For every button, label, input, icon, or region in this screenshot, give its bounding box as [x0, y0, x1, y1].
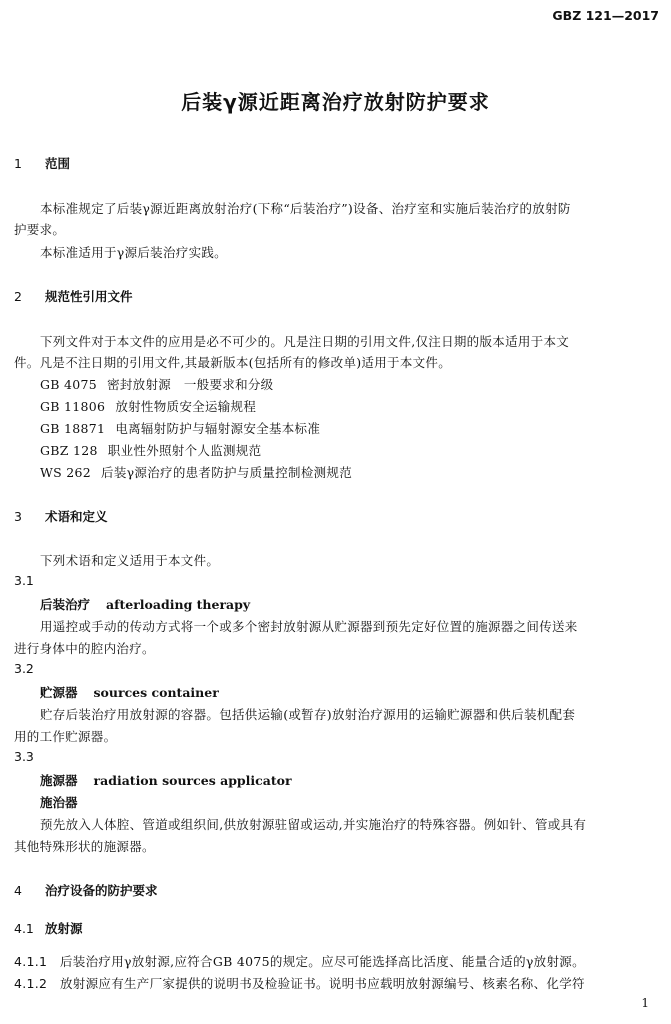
section-heading-1: [14, 154, 70, 172]
reference-item: [40, 441, 261, 459]
clause-text: 放射源应有生产厂家提供的说明书及检验证书。说明书应载明放射源编号、核素名称、化学符: [60, 976, 585, 991]
definition-continuation: 进行身体中的腔内治疗。: [14, 641, 155, 656]
clause-text: 后装治疗用γ放射源,应符合GB 4075的规定。应尽可能选择高比活度、能量合适的γ放射源。: [60, 954, 585, 969]
reference-title: 电离辐射防护与辐射源安全基本标准: [115, 421, 321, 436]
reference-item: [40, 397, 256, 415]
standard-code: GBZ 121—2017: [552, 8, 659, 23]
section-number: 2: [14, 289, 22, 304]
paragraph: 下列文件对于本文件的应用是必不可少的。凡是注日期的引用文件,仅注日期的版本适用于本文: [40, 334, 570, 349]
clause: [14, 952, 585, 970]
definition-text: 贮存后装治疗用放射源的容器。包括供运输(或暂存)放射治疗源用的运输贮源器和供后装机配套: [40, 707, 576, 722]
clause: [14, 974, 585, 992]
term-zh: 贮源器: [40, 685, 78, 700]
section-heading-4: [14, 881, 158, 899]
reference-item: [40, 463, 352, 481]
paragraph-continuation: 护要求。: [14, 222, 66, 237]
reference-title: 职业性外照射个人监测规范: [107, 443, 262, 458]
section-title: 术语和定义: [45, 509, 108, 524]
term-zh: 后装治疗: [40, 597, 91, 612]
term-en: radiation sources applicator: [93, 773, 292, 788]
definition-text: 预先放入人体腔、管道或组织间,供放射源驻留或运动,并实施治疗的特殊容器。例如针、管或具有: [40, 817, 587, 832]
term-zh: 施源器: [40, 773, 78, 788]
definition-continuation: 其他特殊形状的施源器。: [14, 839, 155, 854]
definition-continuation: 用的工作贮源器。: [14, 729, 117, 744]
section-number: 4.1: [14, 921, 34, 936]
term-number: 3.3: [14, 749, 34, 764]
term-number: 3.1: [14, 573, 34, 588]
reference-item: [40, 419, 320, 437]
section-number: 1: [14, 156, 22, 171]
paragraph: 本标准适用于γ源后装治疗实践。: [40, 245, 227, 260]
section-title: 范围: [45, 156, 71, 171]
paragraph: 本标准规定了后装γ源近距离放射治疗(下称“后装治疗”)设备、治疗室和实施后装治疗的放射防: [40, 201, 571, 216]
page-number: 1: [641, 996, 649, 1010]
reference-code: GBZ 128: [40, 443, 98, 458]
term-heading: [40, 771, 292, 789]
paragraph: 下列术语和定义适用于本文件。: [40, 553, 220, 568]
clause-number: 4.1.1: [14, 954, 48, 969]
clause-number: 4.1.2: [14, 976, 48, 991]
definition-text: 用遥控或手动的传动方式将一个或多个密封放射源从贮源器到预先定好位置的施源器之间传送来: [40, 619, 578, 634]
term-number: 3.2: [14, 661, 34, 676]
subsection-heading-4-1: [14, 919, 83, 937]
section-title: 规范性引用文件: [45, 289, 133, 304]
reference-title: 密封放射源 一般要求和分级: [107, 377, 274, 392]
section-title: 放射源: [45, 921, 83, 936]
document-title: 后装γ源近距离治疗放射防护要求: [181, 90, 490, 114]
paragraph-continuation: 件。凡是不注日期的引用文件,其最新版本(包括所有的修改单)适用于本文件。: [14, 355, 452, 370]
reference-title: 后装γ源治疗的患者防护与质量控制检测规范: [101, 465, 353, 480]
reference-code: GB 4075: [40, 377, 98, 392]
reference-item: [40, 375, 273, 393]
section-number: 4: [14, 883, 22, 898]
term-en: afterloading therapy: [106, 597, 251, 612]
reference-code: GB 11806: [40, 399, 106, 414]
section-title: 治疗设备的防护要求: [45, 883, 158, 898]
reference-code: GB 18871: [40, 421, 106, 436]
section-number: 3: [14, 509, 22, 524]
term-en: sources container: [93, 685, 219, 700]
term-alternative: 施治器: [40, 795, 78, 810]
term-heading: [40, 595, 250, 613]
section-heading-2: [14, 287, 133, 305]
section-heading-3: [14, 507, 108, 525]
reference-code: WS 262: [40, 465, 92, 480]
term-heading: [40, 683, 219, 701]
reference-title: 放射性物质安全运输规程: [115, 399, 257, 414]
